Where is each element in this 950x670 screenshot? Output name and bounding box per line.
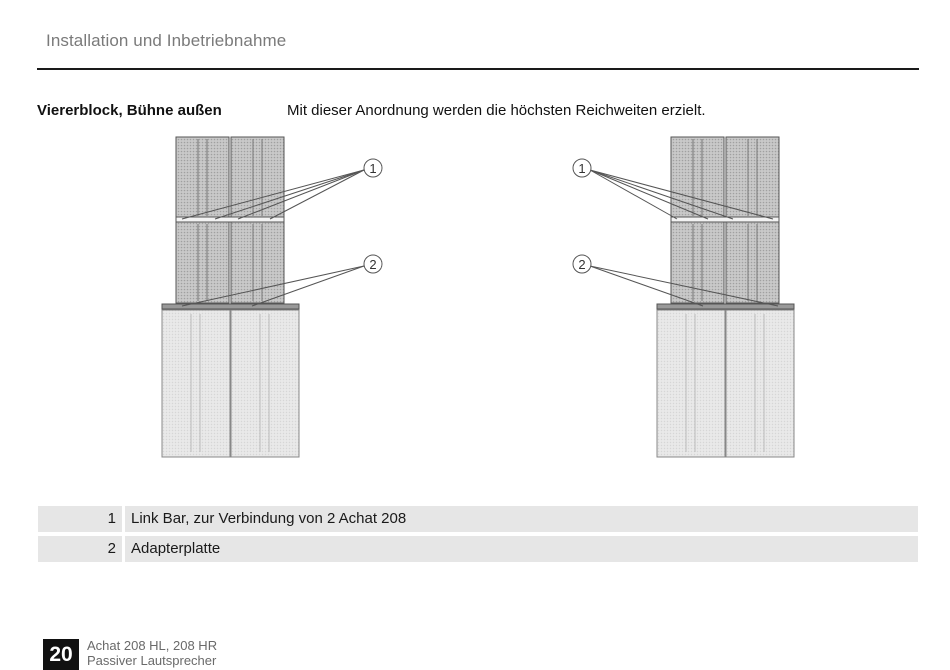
- callout-label-1: 1: [369, 161, 377, 176]
- subwoofer-unit: [726, 310, 794, 457]
- callout-label-2: 2: [578, 257, 586, 272]
- section-description: Mit dieser Anordnung werden die höchsten Reichweiten erzielt.: [287, 102, 706, 119]
- page-number: 20: [43, 639, 79, 670]
- speaker-unit: [671, 137, 724, 218]
- legend-number: 1: [38, 506, 122, 532]
- footer-product: Achat 208 HL, 208 HR: [87, 638, 218, 653]
- link-bar: [671, 217, 779, 222]
- speaker-unit: [231, 222, 284, 303]
- speaker-unit: [231, 137, 284, 218]
- legend-row: [38, 506, 918, 532]
- speaker-unit: [726, 137, 779, 218]
- legend-text: Link Bar, zur Verbindung von 2 Achat 208: [125, 506, 918, 532]
- header-title: Installation und Inbetriebnahme: [46, 31, 287, 50]
- link-bar: [176, 217, 284, 222]
- legend-table: [38, 506, 918, 566]
- speaker-unit: [671, 222, 724, 303]
- speaker-unit: [176, 222, 229, 303]
- legend-number: 2: [38, 536, 122, 562]
- adapter-plate: [162, 304, 299, 309]
- subwoofer-unit: [657, 310, 725, 457]
- legend-text: Adapterplatte: [125, 536, 918, 562]
- callout-label-2: 2: [369, 257, 377, 272]
- callout-label-1: 1: [578, 161, 586, 176]
- section-heading: Viererblock, Bühne außen: [37, 102, 222, 119]
- footer-subtitle: Passiver Lautsprecher: [87, 653, 217, 668]
- speaker-unit: [176, 137, 229, 218]
- subwoofer-unit: [231, 310, 299, 457]
- left-speaker-block: [162, 137, 382, 457]
- right-speaker-block: [573, 137, 794, 457]
- legend-row: [38, 536, 918, 562]
- speaker-unit: [726, 222, 779, 303]
- subwoofer-unit: [162, 310, 230, 457]
